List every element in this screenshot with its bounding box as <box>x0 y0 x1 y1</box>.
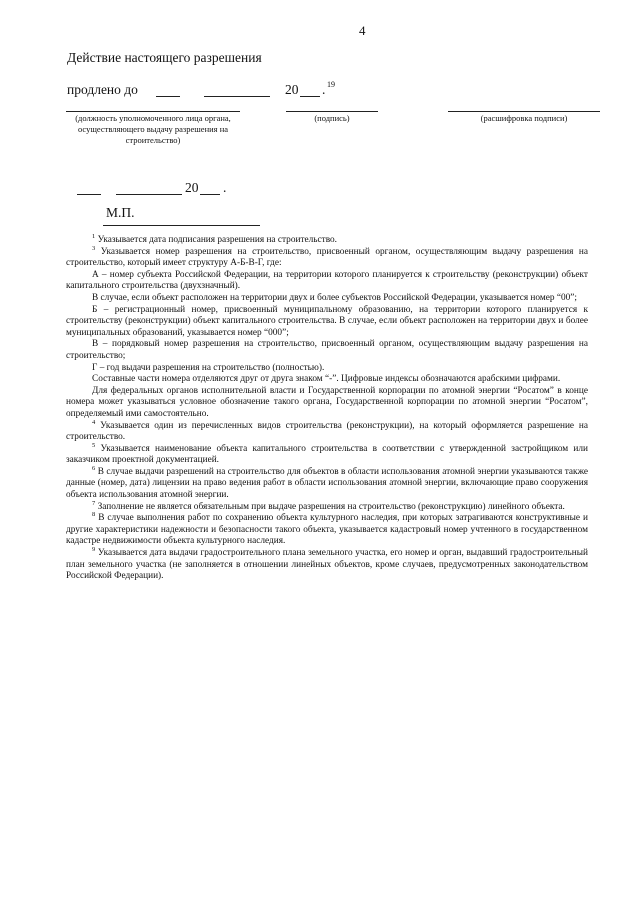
date-day-field[interactable] <box>77 194 101 195</box>
signature-decoding-line[interactable] <box>448 111 600 112</box>
extension-year-field[interactable] <box>300 96 320 97</box>
footnote-5 <box>66 441 588 467</box>
footnote-1 <box>66 232 588 247</box>
footnote-text: А – номер субъекта Российской Федерации, на территории которого планируется к строительству (реконструкции) объект капитального строительства (двухзначный). <box>66 269 588 292</box>
footnote-mark: 3 <box>92 244 96 252</box>
signature-line[interactable] <box>286 111 378 112</box>
footnote-mark: 9 <box>92 545 96 553</box>
official-position-caption: (должность уполномоченного лица органа, осуществляющего выдачу разрешения на строительство) <box>75 113 231 145</box>
footnote-text: Для федеральных органов исполнительной власти и Государственной корпорации по атомной энергии “Росатом” в конце номера может указываться условное обозначение такого органа, Государственной корпорации по атомной энергии “Росатом”, определяемый ими самостоятельно. <box>66 385 588 419</box>
footnote-mark: 4 <box>92 418 96 426</box>
extension-day-field[interactable] <box>156 96 180 97</box>
footnote-mark: 8 <box>92 511 96 519</box>
footnotes <box>66 232 589 583</box>
date-year-field[interactable] <box>200 194 220 195</box>
footnote-4 <box>66 418 589 444</box>
footnote-3 <box>66 244 589 270</box>
footnote-3-separator-note <box>66 374 588 386</box>
footnote-text: Б – регистрационный номер, присвоенный муниципальному образованию, на территории которого планируется к строительству (реконструкции) объект капитального строительства. В случае, если объект расположен на территории двух и более муниципальных образований, указывается номер “000”; <box>66 304 588 338</box>
footnote-mark: 6 <box>92 464 96 472</box>
footnote-3-part-b <box>66 305 588 340</box>
footnote-text: В случае, если объект расположен на территории двух и более субъектов Российской Федерации, указывается номер “00”; <box>92 292 577 303</box>
extension-label: продлено до <box>67 82 138 97</box>
extension-year-prefix: 20 <box>285 82 299 97</box>
footnote-text: Указывается дата подписания разрешения на строительство. <box>97 235 337 245</box>
footnote-9 <box>66 545 588 583</box>
stamp-underline <box>103 225 260 226</box>
official-position-line[interactable] <box>66 111 240 112</box>
extension-month-field[interactable] <box>204 96 270 97</box>
footnote-3-part-c <box>66 339 588 362</box>
footnote-text: В – порядковый номер разрешения на строительство, присвоенный органом, осуществляющим выдачу разрешения на строительство; <box>66 339 588 361</box>
footnote-text: В случае выдачи разрешений на строительство для объектов в области использования атомной энергии указываются также данные (номер, дата) лицензии на право ведения работ в области использования атомной энергии, включающие право сооружения объекта использования атомной энергии. <box>66 466 588 501</box>
stamp-label: М.П. <box>106 205 135 220</box>
footnote-3-federal-note <box>66 386 588 421</box>
footnote-7 <box>66 499 588 514</box>
footnote-3-part-a <box>66 270 588 293</box>
footnote-text: Указывается дата выдачи градостроительного плана земельного участка, его номер и орган, выдавший градостроительный план земельного участка (не заполняется в отношении линейных объектов, кроме случаев, предусмотренных законодательством Российской Федерации). <box>66 548 588 582</box>
footnote-mark: 7 <box>92 499 96 507</box>
footnote-mark: 5 <box>92 441 96 449</box>
signature-decoding-caption: (расшифровка подписи) <box>480 113 568 123</box>
extension-heading: Действие настоящего разрешения <box>67 50 262 65</box>
extension-footnote-ref: 19 <box>327 80 335 89</box>
date-year-prefix: 20 <box>185 180 199 195</box>
footnote-text: Указывается номер разрешения на строительство, присвоенный органом, осуществляющим выдачу разрешения на строительство, который имеет структуру А-Б-В-Г, где: <box>66 246 589 269</box>
date-month-field[interactable] <box>116 194 182 195</box>
page-number: 4 <box>359 23 366 38</box>
footnote-6 <box>66 464 588 502</box>
footnote-text: Указывается наименование объекта капитального строительства в соответствии с утвержденной застройщиком или заказчиком проектной документацией. <box>66 443 588 466</box>
footnote-text: Г – год выдачи разрешения на строительство (полностью). <box>92 362 325 373</box>
extension-year-suffix: . <box>322 82 326 97</box>
footnote-text: Заполнение не является обязательным при выдаче разрешения на строительство (реконструкцию) линейного объекта. <box>97 501 565 512</box>
footnote-3-part-d <box>66 363 588 375</box>
footnote-8 <box>66 513 588 548</box>
date-suffix: . <box>223 180 227 195</box>
footnote-text: Указывается один из перечисленных видов строительства (реконструкции), на который оформляется разрешение на строительство. <box>66 420 589 443</box>
footnote-text: Составные части номера отделяются друг от друга знаком “-”. Цифровые индексы обозначаются арабскими цифрами. <box>92 374 561 385</box>
signature-caption: (подпись) <box>314 113 350 123</box>
footnote-mark: 1 <box>92 232 96 240</box>
footnote-text: В случае выполнения работ по сохранению объекта культурного наследия, при которых затрагиваются конструктивные и другие характеристики надежности и безопасности такого объекта, указывается кадастровый номер учтенного в государственном кадастре недвижимости объекта культурного наследия. <box>66 513 588 547</box>
footnote-3-part-a-note <box>66 293 588 305</box>
